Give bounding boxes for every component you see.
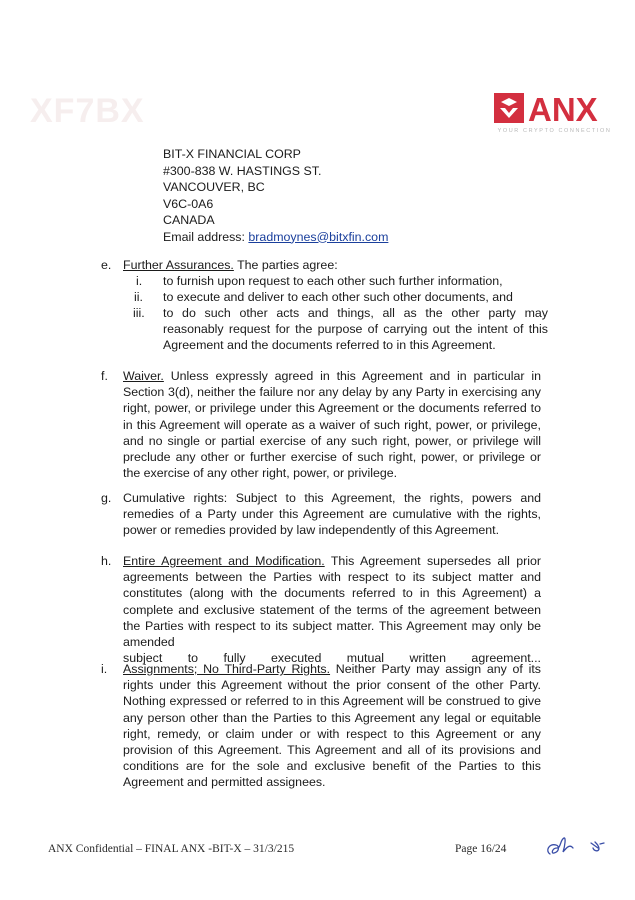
address-line: VANCOUVER, BC: [163, 180, 265, 194]
logo-wordmark: ANX: [528, 91, 598, 128]
anx-logo-graphic: [492, 90, 617, 128]
faint-watermark: XF7BX: [30, 92, 145, 130]
footer-page-number: Page 16/24: [455, 843, 507, 855]
clause-body: Neither Party may assign any of its rights under this Agreement without the prior consent of the other Party. Nothing expressed or referred to in this Agreement will be construed to give any person other than the Parties to this Agreement any legal or equitable right, remedy, or claim under or with respect to this Agreement or any provision of this Agreement. This Agreement and all of its provisions and conditions are for the sole and exclusive benefit of the Parties to this Agreement and permitted assignees.: [123, 662, 542, 790]
address-line: BIT-X FINANCIAL CORP: [163, 147, 301, 161]
clause-label: g.: [101, 491, 112, 505]
address-line: CANADA: [163, 213, 215, 227]
clause-body: This Agreement supersedes all prior agreements between the Parties with respect to its subject matter and constitutes (along with the documents referred to in this Agreement) a complete and exclusive statement of the terms of the agreement between the Parties with respect to its subject matter. This Agreement may only be amended: [123, 554, 541, 650]
item-text: to do such other acts and things, all as the other party may reasonably request for the purpose of carrying out the intent of this Agreement and the documents referred to in this Agreement.: [163, 306, 548, 353]
clause-text: Cumulative rights: Subject to this Agreement, the rights, powers and remedies of a Party under this Agreement are cumulative with the rights, power or remedies provided by law independently of this Agreement.: [123, 491, 541, 538]
item-text: to furnish upon request to each other such further information,: [163, 274, 503, 288]
clause-f: [101, 368, 541, 481]
logo-tagline: YOUR CRYPTO CONNECTION: [497, 128, 612, 134]
address-line: #300-838 W. HASTINGS ST.: [163, 163, 322, 178]
item-number: ii.: [134, 290, 143, 304]
clause-label: f.: [101, 369, 108, 383]
clause-e-item-3: [133, 305, 548, 354]
clause-label: i.: [101, 662, 108, 676]
clause-text: [123, 368, 541, 481]
clause-g: [101, 490, 541, 539]
clause-title: Entire Agreement and Modification.: [123, 554, 325, 568]
clause-text: [123, 553, 541, 650]
recipient-address: [163, 146, 388, 245]
clause-h: [101, 553, 541, 666]
logo-square-icon: [494, 93, 524, 123]
item-number: i.: [136, 274, 143, 288]
clause-label: e.: [101, 258, 112, 272]
clause-title: Assignments; No Third-Party Rights.: [123, 662, 331, 676]
clause-e-item-2: [134, 289, 554, 305]
email-link[interactable]: bradmoynes@bitxfin.com: [248, 229, 389, 244]
clause-text: [123, 661, 541, 791]
clause-label: h.: [101, 554, 112, 568]
email-line: [163, 229, 388, 246]
clause-body: The parties agree:: [233, 258, 338, 272]
clause-last-line: subject to fully executed mutual written agreement...: [123, 651, 541, 666]
clause-body: Unless expressly agreed in this Agreement and in particular in Section 3(d), neither the failure nor any delay by any Party in exercising any right, power, or privilege under this Agreement or the documents referred to in this Agreement will operate as a waiver of such right, power, or privilege, and no single or partial exercise of any such right, power, or privilege will preclude any other or further exercise of such right, power, or privilege or the exercise of any other right, power, or privilege.: [123, 369, 541, 481]
clause-e-item-1: [136, 273, 556, 289]
clause-i: [101, 661, 541, 791]
email-label: Email address:: [163, 229, 249, 244]
clause-text: [123, 257, 541, 273]
clause-title: Waiver.: [123, 369, 164, 383]
footer-confidential: ANX Confidential – FINAL ANX -BIT-X – 31/3/215: [48, 843, 295, 855]
initials-signature-icon: [542, 834, 608, 860]
anx-logo: [492, 90, 617, 140]
clause-e: [101, 257, 541, 273]
initials-stroke-2: [591, 842, 604, 851]
item-text: to execute and deliver to each other such other documents, and: [163, 290, 513, 304]
clause-title: Further Assurances.: [123, 258, 234, 272]
address-line: V6C-0A6: [163, 196, 214, 211]
item-number: iii.: [133, 306, 145, 320]
initials-stroke-1: [548, 838, 573, 854]
